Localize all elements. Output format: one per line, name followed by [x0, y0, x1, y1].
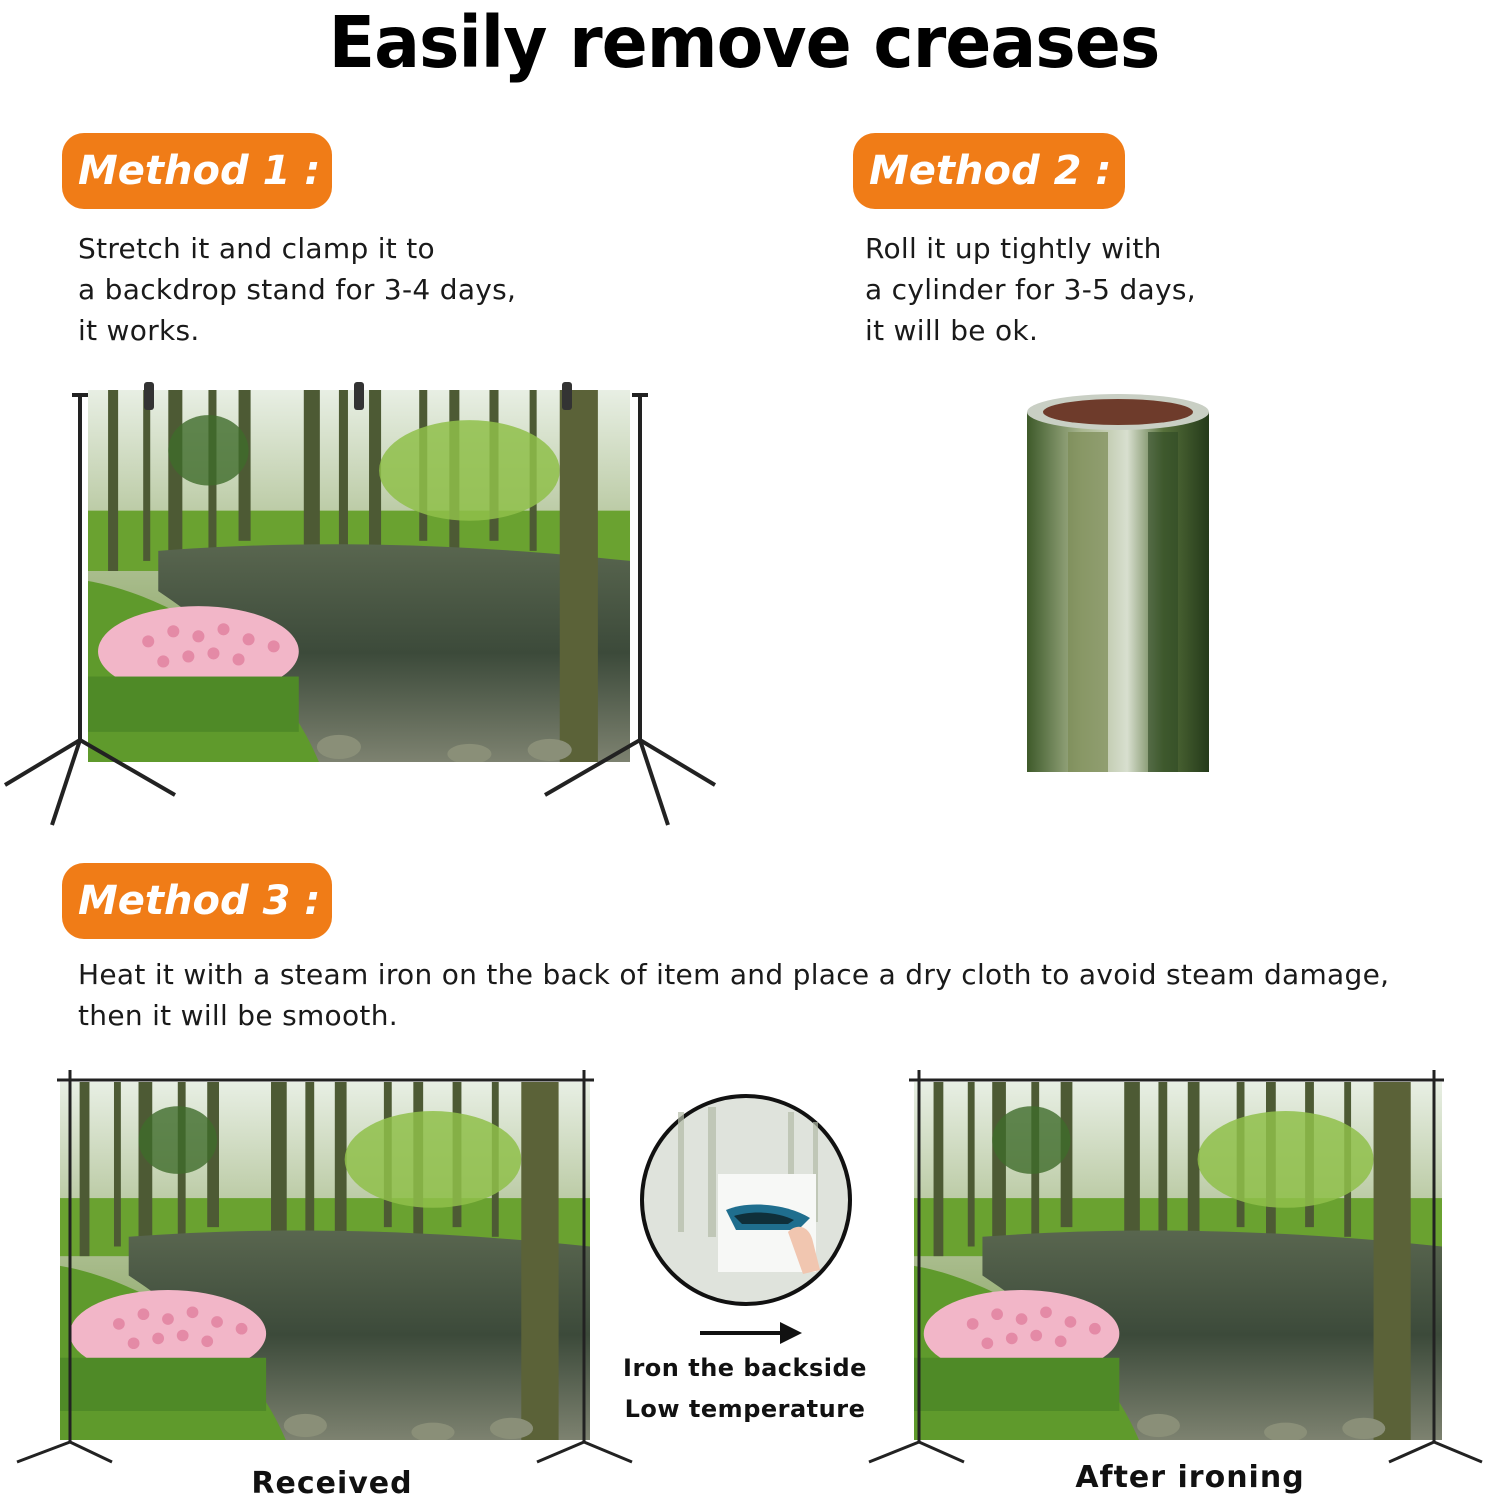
steam-iron-icon: [638, 1092, 854, 1308]
method-2-line-3: it will be ok.: [865, 314, 1039, 347]
backdrop-stand-icon: [0, 380, 720, 830]
method-1-description: [78, 228, 698, 351]
received-backdrop-illustration: [12, 1062, 637, 1472]
after-ironing-caption: After ironing: [1075, 1460, 1305, 1495]
method-2-description: [865, 228, 1425, 351]
iron-detail-circle: [638, 1092, 854, 1308]
received-caption: Received: [251, 1466, 413, 1501]
method-1-badge: Method 1 :: [62, 133, 332, 209]
right-arrow-icon: [700, 1320, 804, 1346]
page-title: Easily remove creases: [328, 2, 1160, 85]
method-3-line-2: then it will be smooth.: [78, 999, 398, 1032]
method-3-description: [78, 954, 1486, 1036]
after-ironing-backdrop-illustration: [864, 1062, 1488, 1472]
backdrop-stand-illustration: [0, 380, 720, 830]
iron-step-line-1: Iron the backside: [623, 1354, 867, 1382]
after-ironing-backdrop-image: [864, 1062, 1488, 1472]
method-2-badge: Method 2 :: [853, 133, 1125, 209]
method-1-line-2: a backdrop stand for 3-4 days,: [78, 273, 517, 306]
received-backdrop-image: [12, 1062, 637, 1472]
rolled-backdrop-icon: [1018, 392, 1218, 777]
rolled-backdrop-illustration: [1018, 392, 1218, 777]
iron-step-line-2: Low temperature: [624, 1395, 866, 1423]
method-2-line-2: a cylinder for 3-5 days,: [865, 273, 1196, 306]
method-1-line-1: Stretch it and clamp it to: [78, 232, 435, 265]
method-2-line-1: Roll it up tightly with: [865, 232, 1162, 265]
method-1-line-3: it works.: [78, 314, 200, 347]
method-3-badge: Method 3 :: [62, 863, 332, 939]
method-3-line-1: Heat it with a steam iron on the back of item and place a dry cloth to avoid steam damage,: [78, 958, 1390, 991]
